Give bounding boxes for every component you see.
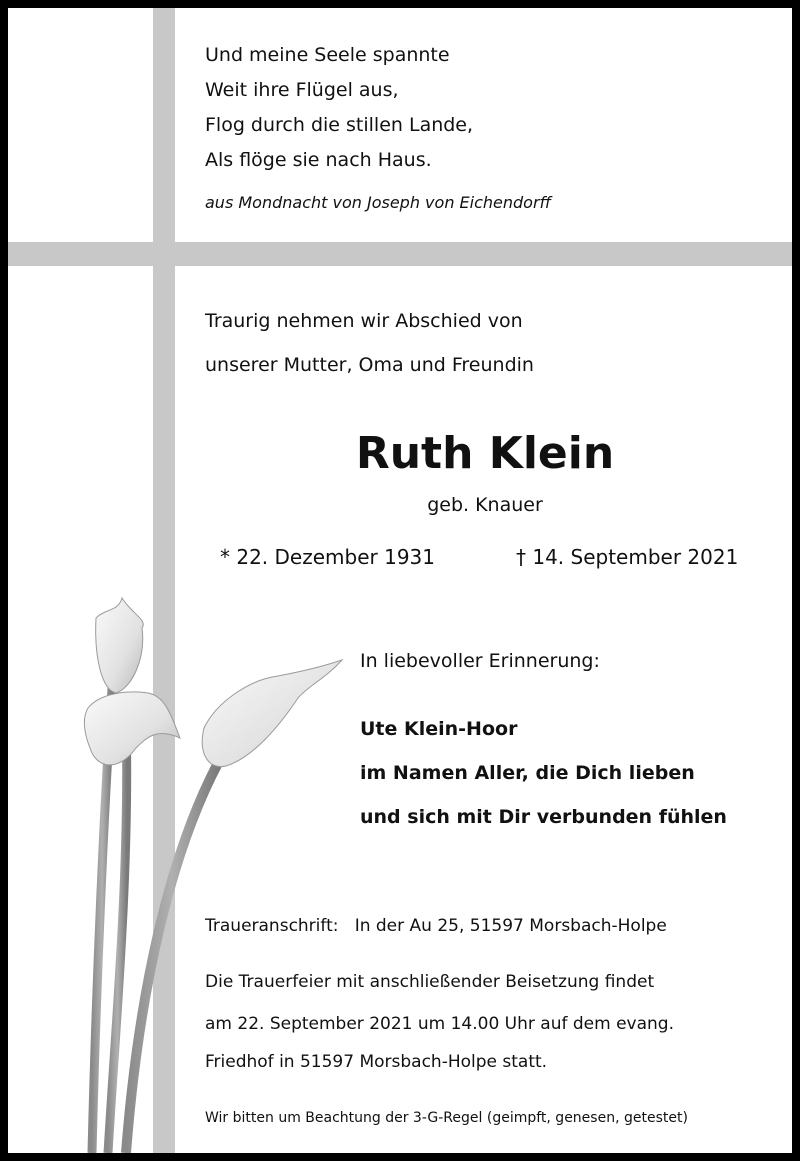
poem-line-3: Flog durch die stillen Lande,	[205, 114, 474, 136]
ceremony-line-3: Friedhof in 51597 Morsbach-Holpe statt.	[205, 1052, 548, 1072]
poem-credit: aus Mondnacht von Joseph von Eichendorff	[205, 193, 552, 212]
signer-line-3: und sich mit Dir verbunden fühlen	[360, 806, 727, 828]
poem-line-2: Weit ihre Flügel aus,	[205, 79, 399, 101]
birth-date: * 22. Dezember 1931	[220, 545, 435, 569]
intro-line-1: Traurig nehmen wir Abschied von	[205, 310, 523, 332]
memory-label: In liebevoller Erinnerung:	[360, 650, 600, 672]
covid-rule-note: Wir bitten um Beachtung der 3-G-Regel (geimpft, genesen, getestet)	[205, 1110, 688, 1126]
signer-line-2: im Namen Aller, die Dich lieben	[360, 762, 695, 784]
signer-line-1: Ute Klein-Hoor	[360, 718, 518, 740]
ceremony-line-1: Die Trauerfeier mit anschließender Beisetzung findet	[205, 972, 655, 992]
address-label: Traueranschrift:	[205, 916, 339, 936]
cross-horizontal-bar-right	[175, 242, 792, 266]
cross-horizontal-bar-left	[8, 242, 153, 266]
obituary-card	[8, 8, 792, 1153]
intro-line-2: unserer Mutter, Oma und Freundin	[205, 354, 534, 376]
deceased-name: Ruth Klein	[355, 428, 615, 479]
poem-line-1: Und meine Seele spannte	[205, 44, 450, 66]
death-date: † 14. September 2021	[516, 545, 739, 569]
birth-name: geb. Knauer	[427, 494, 543, 516]
address-value: In der Au 25, 51597 Morsbach-Holpe	[354, 916, 667, 936]
ceremony-line-2: am 22. September 2021 um 14.00 Uhr auf dem evang.	[205, 1014, 674, 1034]
address-line	[205, 916, 667, 936]
poem-line-4: Als flöge sie nach Haus.	[205, 149, 432, 171]
